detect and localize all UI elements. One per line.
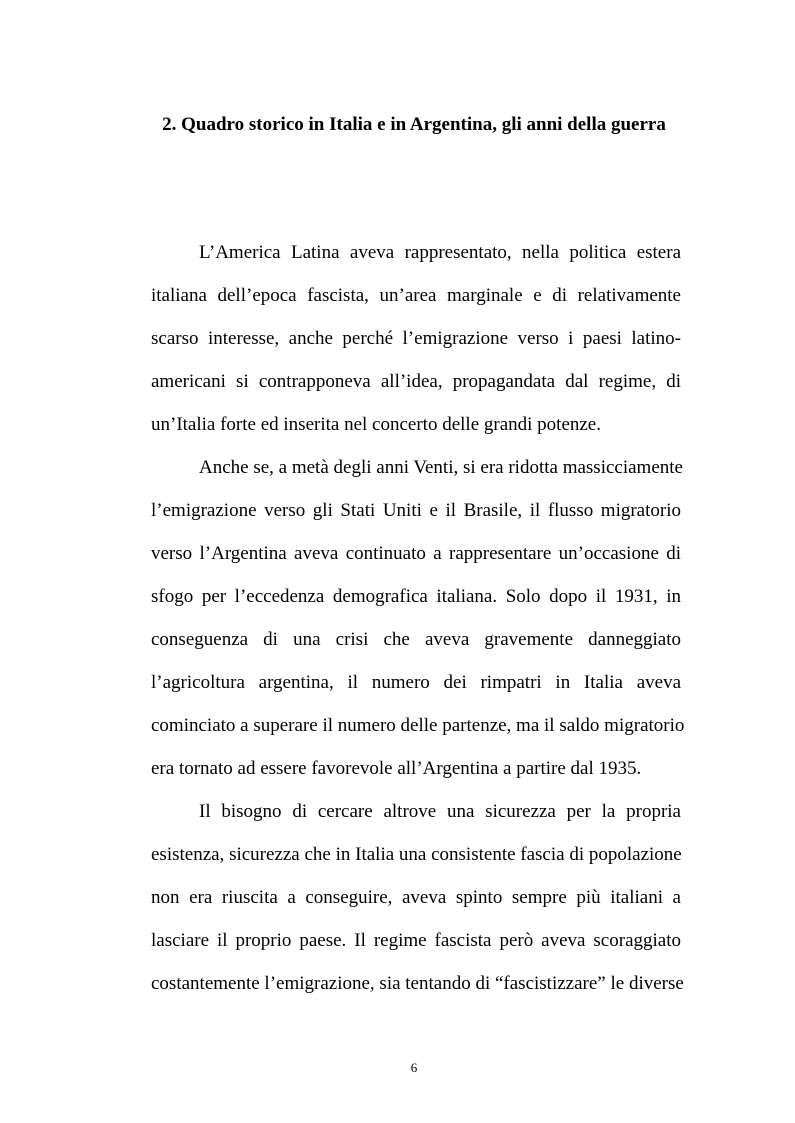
body-text (151, 237, 685, 1011)
paragraph-1-line-3: scarso interesse, anche perché l’emigrazione verso i paesi latino- (151, 328, 681, 349)
section-heading: 2. Quadro storico in Italia e in Argentina, gli anni della guerra (162, 114, 666, 135)
paragraph-1-line-4: americani si contrapponeva all’idea, propagandata dal regime, di (151, 371, 681, 392)
paragraph-3-line-1: Il bisogno di cercare altrove una sicurezza per la propria (199, 801, 681, 822)
paragraph-3-line-4: lasciare il proprio paese. Il regime fascista però aveva scoraggiato (151, 930, 681, 951)
paragraph-2-line-7: cominciato a superare il numero delle partenze, ma il saldo migratorio (151, 715, 685, 736)
paragraph-1-line-2: italiana dell’epoca fascista, un’area marginale e di relativamente (151, 285, 681, 306)
page-number: 6 (410, 1060, 418, 1075)
paragraph-3-line-2: esistenza, sicurezza che in Italia una consistente fascia di popolazione (151, 844, 682, 865)
paragraph-1-line-5: un’Italia forte ed inserita nel concerto delle grandi potenze. (151, 414, 601, 435)
paragraph-2-line-6: l’agricoltura argentina, il numero dei rimpatri in Italia aveva (151, 672, 681, 693)
paragraph-2-line-2: l’emigrazione verso gli Stati Uniti e il Brasile, il flusso migratorio (151, 500, 681, 521)
paragraph-1-line-1: L’America Latina aveva rappresentato, nella politica estera (199, 242, 681, 263)
paragraph-2-line-8: era tornato ad essere favorevole all’Argentina a partire dal 1935. (151, 758, 642, 779)
paragraph-2-line-1: Anche se, a metà degli anni Venti, si era ridotta massicciamente (199, 457, 683, 478)
paragraph-3-line-3: non era riuscita a conseguire, aveva spinto sempre più italiani a (151, 887, 681, 908)
paragraph-2-line-3: verso l’Argentina aveva continuato a rappresentare un’occasione di (151, 543, 681, 564)
paragraph-2-line-4: sfogo per l’eccedenza demografica italiana. Solo dopo il 1931, in (151, 586, 681, 607)
paragraph-2-line-5: conseguenza di una crisi che aveva gravemente danneggiato (151, 629, 681, 650)
paragraph-3-line-5: costantemente l’emigrazione, sia tentando di “fascistizzare” le diverse (151, 973, 684, 994)
